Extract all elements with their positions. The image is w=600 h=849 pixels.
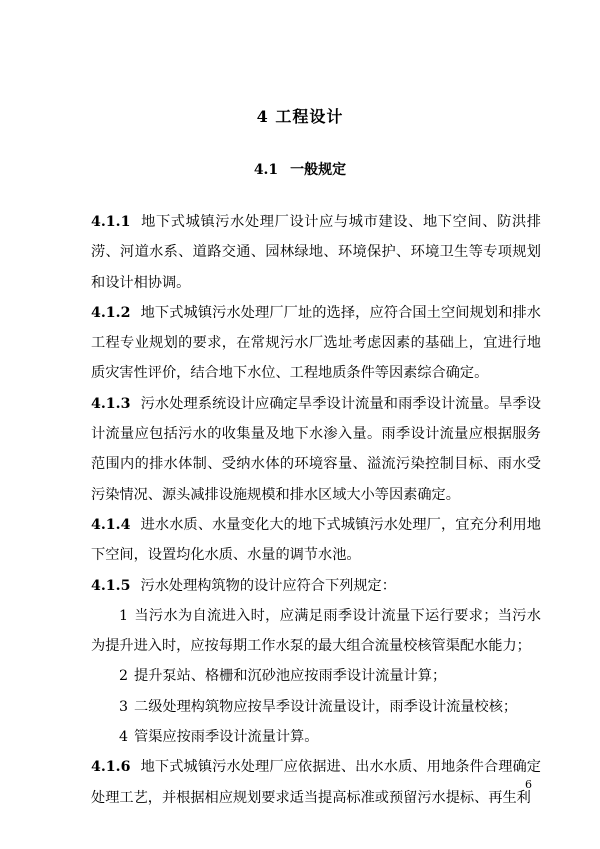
clause-text: 地下式城镇污水处理厂厂址的选择，应符合国土空间规划和排水工程专业规划的要求，在常规污水厂选址考虑因素的基础上，宜进行地质灾害性评价，结合地下水位、工程地质条件等因素综合确定。 bbox=[91, 304, 541, 382]
section-number: 4.1 bbox=[253, 162, 279, 178]
item-number: 2 bbox=[119, 668, 129, 685]
section-heading: 一般规定 bbox=[290, 162, 347, 178]
clause-number: 4.1.2 bbox=[91, 304, 131, 321]
item-text: 二级处理构筑物应按旱季设计流量设计，雨季设计流量校核； bbox=[134, 698, 518, 715]
clause-4-1-4 bbox=[91, 510, 541, 571]
item-text: 当污水为自流进入时，应满足雨季设计流量下运行要求；当污水为提升进入时，应按每期工作水泵的最大组合流量校核管渠配水能力； bbox=[91, 607, 541, 655]
chapter-title: 4 工程设计 bbox=[256, 107, 344, 126]
clause-text: 地下式城镇污水处理厂设计应与城市建设、地下空间、防洪排涝、河道水系、道路交通、园林绿地、环境保护、环境卫生等专项规划和设计相协调。 bbox=[91, 214, 541, 291]
item-text: 管渠应按雨季设计流量计算。 bbox=[134, 729, 319, 746]
clause-text: 地下式城镇污水处理厂应依据进、出水水质、用地条件合理确定处理工艺，并根据相应规划要求适当提高标准或预留污水提标、再生利 bbox=[91, 759, 541, 806]
item-number: 1 bbox=[119, 607, 129, 624]
item-text: 提升泵站、格栅和沉砂池应按雨季设计流量计算； bbox=[134, 668, 447, 685]
clause-4-1-2 bbox=[91, 298, 541, 389]
clause-4-1-3 bbox=[91, 389, 541, 510]
clause-number: 4.1.4 bbox=[91, 516, 131, 533]
page-number: 6 bbox=[525, 778, 532, 791]
item-number: 3 bbox=[119, 698, 129, 715]
clause-4-1-1 bbox=[91, 207, 541, 298]
clause-text: 进水水质、水量变化大的地下式城镇污水处理厂，宜充分利用地下空间，设置均化水质、水量的调节水池。 bbox=[91, 516, 541, 564]
list-item bbox=[91, 661, 541, 691]
clause-text: 污水处理系统设计应确定旱季设计流量和雨季设计流量。旱季设计流量应包括污水的收集量及地下水渗入量。雨季设计流量应根据服务范围内的排水体制、受纳水体的环境容量、溢流污染控制目标、雨水受污染情况、源头减排设施规模和排水区域大小等因素确定。 bbox=[91, 395, 541, 503]
section-title bbox=[0, 159, 600, 179]
clause-4-1-5 bbox=[91, 571, 541, 601]
clause-text: 污水处理构筑物的设计应符合下列规定： bbox=[140, 577, 396, 594]
clause-4-1-6 bbox=[91, 752, 541, 813]
list-item bbox=[91, 601, 541, 662]
list-item bbox=[91, 692, 541, 722]
clause-number: 4.1.6 bbox=[91, 759, 131, 776]
item-number: 4 bbox=[119, 729, 129, 746]
clause-number: 4.1.1 bbox=[91, 214, 131, 230]
body-text bbox=[91, 207, 541, 813]
clause-number: 4.1.3 bbox=[91, 395, 131, 412]
clause-number: 4.1.5 bbox=[91, 577, 131, 594]
list-item bbox=[91, 722, 541, 752]
